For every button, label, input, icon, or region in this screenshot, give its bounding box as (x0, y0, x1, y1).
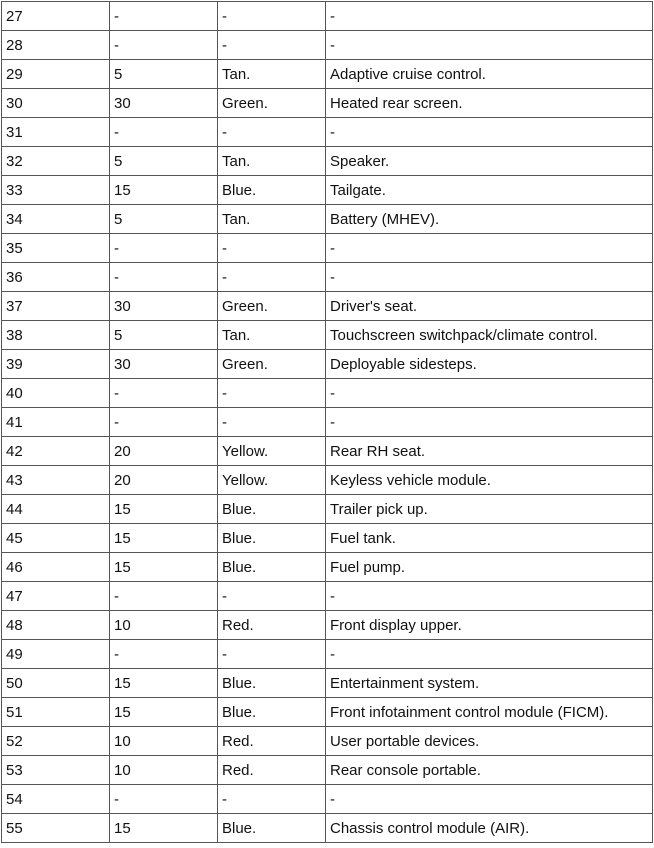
fuse-color-cell: Yellow. (218, 437, 326, 466)
amperage-cell: - (110, 582, 218, 611)
circuit-description-cell: Keyless vehicle module. (326, 466, 653, 495)
table-row (2, 437, 653, 466)
fuse-color-cell: - (218, 640, 326, 669)
table-row (2, 582, 653, 611)
circuit-description-cell: - (326, 408, 653, 437)
amperage-cell: - (110, 118, 218, 147)
fuse-number-cell: 37 (2, 292, 110, 321)
fuse-number-cell: 39 (2, 350, 110, 379)
fuse-number-cell: 55 (2, 814, 110, 843)
fuse-number-cell: 43 (2, 466, 110, 495)
fuse-color-cell: - (218, 785, 326, 814)
table-row (2, 698, 653, 727)
amperage-cell: 10 (110, 727, 218, 756)
table-row (2, 31, 653, 60)
fuse-number-cell: 40 (2, 379, 110, 408)
circuit-description-cell: Front display upper. (326, 611, 653, 640)
circuit-description-cell: - (326, 2, 653, 31)
fuse-color-cell: Red. (218, 611, 326, 640)
table-row (2, 785, 653, 814)
circuit-description-cell: - (326, 785, 653, 814)
fuse-color-cell: Blue. (218, 524, 326, 553)
amperage-cell: 15 (110, 524, 218, 553)
circuit-description-cell: Speaker. (326, 147, 653, 176)
amperage-cell: 15 (110, 176, 218, 205)
fuse-color-cell: Blue. (218, 814, 326, 843)
circuit-description-cell: - (326, 379, 653, 408)
circuit-description-cell: - (326, 118, 653, 147)
fuse-color-cell: - (218, 408, 326, 437)
table-row (2, 118, 653, 147)
circuit-description-cell: Deployable sidesteps. (326, 350, 653, 379)
amperage-cell: 5 (110, 205, 218, 234)
fuse-color-cell: - (218, 582, 326, 611)
circuit-description-cell: Fuel tank. (326, 524, 653, 553)
fuse-number-cell: 33 (2, 176, 110, 205)
fuse-color-cell: - (218, 31, 326, 60)
fuse-color-cell: Blue. (218, 698, 326, 727)
circuit-description-cell: Trailer pick up. (326, 495, 653, 524)
circuit-description-cell: Rear console portable. (326, 756, 653, 785)
fuse-table-body (2, 2, 653, 843)
circuit-description-cell: Battery (MHEV). (326, 205, 653, 234)
amperage-cell: - (110, 379, 218, 408)
amperage-cell: 20 (110, 437, 218, 466)
fuse-number-cell: 49 (2, 640, 110, 669)
circuit-description-cell: Touchscreen switchpack/climate control. (326, 321, 653, 350)
circuit-description-cell: Tailgate. (326, 176, 653, 205)
fuse-number-cell: 44 (2, 495, 110, 524)
table-row (2, 147, 653, 176)
fuse-number-cell: 32 (2, 147, 110, 176)
table-row (2, 263, 653, 292)
fuse-color-cell: Tan. (218, 321, 326, 350)
fuse-number-cell: 28 (2, 31, 110, 60)
circuit-description-cell: Heated rear screen. (326, 89, 653, 118)
circuit-description-cell: - (326, 31, 653, 60)
table-row (2, 234, 653, 263)
table-row (2, 669, 653, 698)
table-row (2, 379, 653, 408)
fuse-number-cell: 42 (2, 437, 110, 466)
table-row (2, 408, 653, 437)
amperage-cell: 5 (110, 60, 218, 89)
table-row (2, 756, 653, 785)
fuse-color-cell: Green. (218, 350, 326, 379)
table-row (2, 553, 653, 582)
fuse-color-cell: Blue. (218, 669, 326, 698)
amperage-cell: - (110, 408, 218, 437)
fuse-number-cell: 46 (2, 553, 110, 582)
table-row (2, 814, 653, 843)
amperage-cell: 15 (110, 495, 218, 524)
fuse-number-cell: 31 (2, 118, 110, 147)
fuse-number-cell: 51 (2, 698, 110, 727)
circuit-description-cell: Chassis control module (AIR). (326, 814, 653, 843)
fuse-number-cell: 47 (2, 582, 110, 611)
table-row (2, 2, 653, 31)
amperage-cell: 20 (110, 466, 218, 495)
fuse-color-cell: Tan. (218, 60, 326, 89)
fuse-number-cell: 52 (2, 727, 110, 756)
fuse-number-cell: 30 (2, 89, 110, 118)
fuse-number-cell: 38 (2, 321, 110, 350)
circuit-description-cell: User portable devices. (326, 727, 653, 756)
amperage-cell: - (110, 785, 218, 814)
amperage-cell: 5 (110, 147, 218, 176)
table-row (2, 466, 653, 495)
amperage-cell: 30 (110, 292, 218, 321)
amperage-cell: - (110, 2, 218, 31)
fuse-color-cell: Tan. (218, 147, 326, 176)
amperage-cell: 5 (110, 321, 218, 350)
amperage-cell: - (110, 234, 218, 263)
circuit-description-cell: Entertainment system. (326, 669, 653, 698)
fuse-color-cell: Yellow. (218, 466, 326, 495)
fuse-number-cell: 27 (2, 2, 110, 31)
table-row (2, 524, 653, 553)
fuse-color-cell: Green. (218, 89, 326, 118)
circuit-description-cell: - (326, 640, 653, 669)
table-row (2, 60, 653, 89)
amperage-cell: 10 (110, 756, 218, 785)
fuse-number-cell: 53 (2, 756, 110, 785)
fuse-number-cell: 34 (2, 205, 110, 234)
table-row (2, 640, 653, 669)
table-row (2, 205, 653, 234)
table-row (2, 350, 653, 379)
fuse-number-cell: 50 (2, 669, 110, 698)
fuse-color-cell: - (218, 263, 326, 292)
table-row (2, 89, 653, 118)
amperage-cell: 30 (110, 350, 218, 379)
fuse-color-cell: - (218, 234, 326, 263)
fuse-number-cell: 29 (2, 60, 110, 89)
circuit-description-cell: Rear RH seat. (326, 437, 653, 466)
amperage-cell: - (110, 31, 218, 60)
fuse-color-cell: Tan. (218, 205, 326, 234)
circuit-description-cell: Fuel pump. (326, 553, 653, 582)
fuse-color-cell: Red. (218, 727, 326, 756)
amperage-cell: - (110, 640, 218, 669)
amperage-cell: 15 (110, 669, 218, 698)
fuse-number-cell: 45 (2, 524, 110, 553)
circuit-description-cell: Driver's seat. (326, 292, 653, 321)
fuse-color-cell: - (218, 2, 326, 31)
fuse-color-cell: Blue. (218, 553, 326, 582)
fuse-number-cell: 48 (2, 611, 110, 640)
fuse-number-cell: 41 (2, 408, 110, 437)
table-row (2, 321, 653, 350)
circuit-description-cell: - (326, 582, 653, 611)
table-row (2, 292, 653, 321)
fuse-color-cell: Blue. (218, 176, 326, 205)
table-row (2, 727, 653, 756)
fuse-color-cell: Blue. (218, 495, 326, 524)
amperage-cell: 15 (110, 698, 218, 727)
table-row (2, 611, 653, 640)
circuit-description-cell: Front infotainment control module (FICM). (326, 698, 653, 727)
fuse-color-cell: - (218, 118, 326, 147)
fuse-color-cell: Red. (218, 756, 326, 785)
fuse-color-cell: - (218, 379, 326, 408)
circuit-description-cell: - (326, 263, 653, 292)
fuse-number-cell: 36 (2, 263, 110, 292)
circuit-description-cell: Adaptive cruise control. (326, 60, 653, 89)
table-row (2, 176, 653, 205)
table-row (2, 495, 653, 524)
fuse-number-cell: 54 (2, 785, 110, 814)
amperage-cell: 15 (110, 553, 218, 582)
amperage-cell: 10 (110, 611, 218, 640)
amperage-cell: - (110, 263, 218, 292)
circuit-description-cell: - (326, 234, 653, 263)
amperage-cell: 15 (110, 814, 218, 843)
fuse-number-cell: 35 (2, 234, 110, 263)
fuse-table (1, 1, 653, 843)
fuse-color-cell: Green. (218, 292, 326, 321)
amperage-cell: 30 (110, 89, 218, 118)
